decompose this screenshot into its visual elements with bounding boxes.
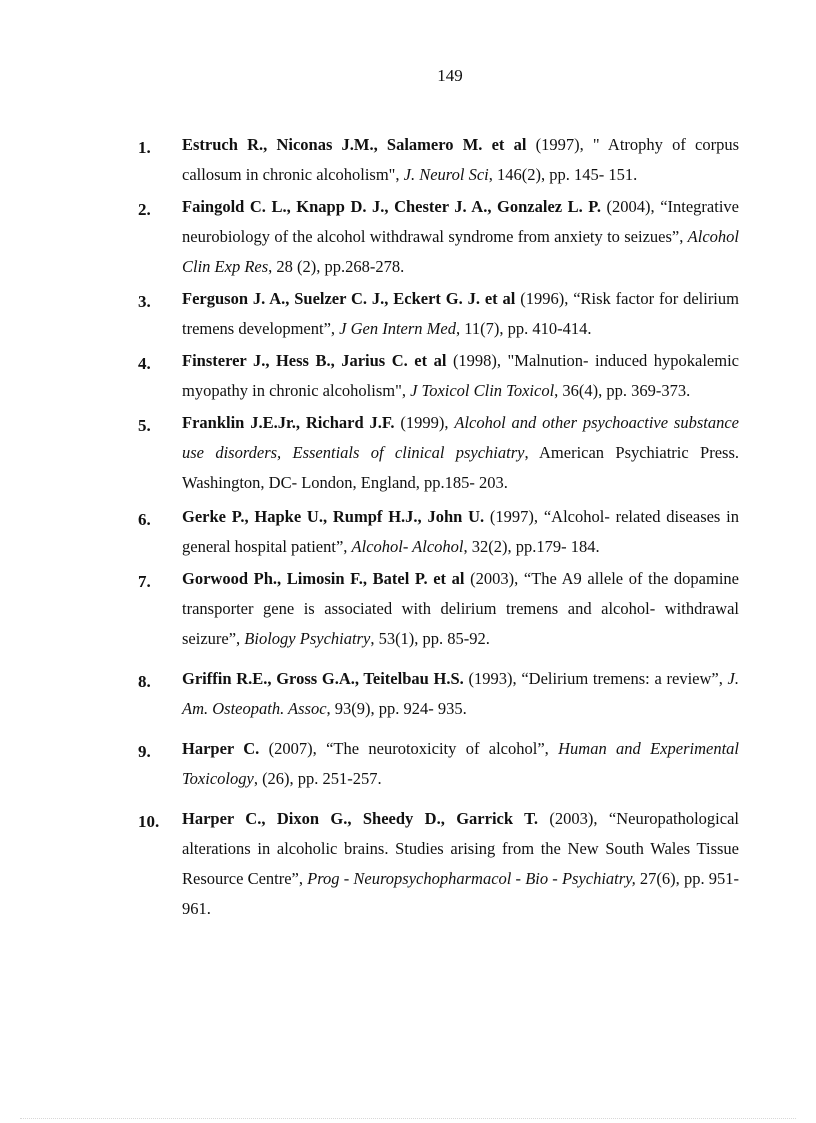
reference-detail: (2007), “The neurotoxicity of alcohol”, [259, 739, 559, 758]
reference-number: 2. [138, 200, 151, 219]
reference-source: Alcohol Clin Exp Res [182, 227, 739, 276]
reference-detail: , 53(1), pp. 85-92. [370, 629, 490, 648]
reference-detail: (1996), “Risk factor for delirium tremens development”, [182, 289, 739, 338]
reference-authors: Harper C., Dixon G., Sheedy D., Garrick T. [182, 809, 539, 828]
reference-detail: (2003), “The A9 allele of the dopamine transporter gene is associated with delirium tremens and alcohol- withdrawal seizure”, [182, 569, 739, 648]
reference-detail: , (26), pp. 251-257. [253, 769, 382, 788]
reference-source: Alcohol- Alcohol [351, 537, 464, 556]
reference-detail: (1993), “Delirium tremens: a review”, [463, 669, 728, 688]
reference-source: Prog - Neuropsychopharmacol - Bio - Psychiatry, [307, 869, 636, 888]
reference-source: J. Am. Osteopath. Assoc [182, 669, 739, 718]
reference-number: 6. [138, 510, 151, 529]
reference-number: 3. [138, 292, 151, 311]
reference-item [0, 346, 816, 406]
reference-authors: Finsterer J., Hess B., Jarius C. et al [182, 351, 447, 370]
reference-number: 8. [138, 672, 151, 691]
reference-source: Human and Experimental Toxicology [182, 739, 739, 788]
reference-item [0, 284, 816, 344]
reference-authors: Franklin J.E.Jr., Richard J.F. [182, 413, 395, 432]
reference-text [182, 734, 739, 794]
reference-detail: , 11(7), pp. 410-414. [456, 319, 592, 338]
reference-authors: Faingold C. L., Knapp D. J., Chester J. A., Gonzalez L. P. [182, 197, 601, 216]
reference-number: 5. [138, 416, 151, 435]
reference-item [0, 564, 816, 654]
reference-text [182, 284, 739, 344]
reference-number: 4. [138, 354, 151, 373]
reference-detail: (2004), “Integrative neurobiology of the alcohol withdrawal syndrome from anxiety to seizues”, [182, 197, 739, 246]
reference-authors: Estruch R., Niconas J.M., Salamero M. et al [182, 135, 527, 154]
footer-divider [20, 1118, 796, 1119]
reference-item [0, 130, 816, 190]
reference-authors: Gerke P., Hapke U., Rumpf H.J., John U. [182, 507, 485, 526]
reference-detail: , American Psychiatric Press. Washington, DC- London, England, pp.185- 203. [182, 443, 739, 492]
reference-text [182, 130, 739, 190]
reference-text [182, 804, 739, 924]
reference-text [182, 346, 739, 406]
reference-number: 10. [138, 812, 160, 831]
reference-detail: (1999), [394, 413, 455, 432]
reference-detail: (2003), “Neuropathological alterations in alcoholic brains. Studies arising from the New South Wales Tissue Resource Centre”, [182, 809, 739, 888]
reference-text [182, 564, 739, 654]
reference-source: Biology Psychiatry [244, 629, 371, 648]
reference-number: 7. [138, 572, 151, 591]
reference-detail: , 32(2), pp.179- 184. [463, 537, 600, 556]
reference-detail: , 146(2), pp. 145- 151. [488, 165, 638, 184]
reference-authors: Harper C. [182, 739, 260, 758]
reference-text [182, 502, 739, 562]
reference-detail: , 36(4), pp. 369-373. [554, 381, 691, 400]
reference-detail: (1997), " Atrophy of corpus callosum in chronic alcoholism", [182, 135, 739, 184]
reference-authors: Gorwood Ph., Limosin F., Batel P. et al [182, 569, 465, 588]
reference-source: J Gen Intern Med [339, 319, 456, 338]
reference-item [0, 502, 816, 562]
reference-list [0, 130, 816, 924]
reference-text [182, 664, 739, 724]
reference-authors: Ferguson J. A., Suelzer C. J., Eckert G. J. et al [182, 289, 516, 308]
reference-source: J. Neurol Sci [403, 165, 489, 184]
reference-detail: (1997), “Alcohol- related diseases in general hospital patient”, [182, 507, 739, 556]
reference-text [182, 192, 739, 282]
reference-source: J Toxicol Clin Toxicol [410, 381, 555, 400]
reference-item [0, 192, 816, 282]
reference-number: 1. [138, 138, 151, 157]
reference-detail: 27(6), pp. 951-961. [182, 869, 739, 918]
reference-item [0, 408, 816, 498]
reference-source: Alcohol and other psychoactive substance use disorders, Essentials of clinical psychiatry [182, 413, 739, 462]
reference-number: 9. [138, 742, 151, 761]
page-number: 149 [437, 66, 463, 85]
reference-authors: Griffin R.E., Gross G.A., Teitelbau H.S. [182, 669, 464, 688]
reference-item [0, 804, 816, 924]
reference-item [0, 734, 816, 794]
reference-item [0, 664, 816, 724]
reference-detail: , 93(9), pp. 924- 935. [326, 699, 467, 718]
reference-detail: , 28 (2), pp.268-278. [268, 257, 405, 276]
reference-text [182, 408, 739, 498]
reference-detail: (1998), "Malnution- induced hypokalemic myopathy in chronic alcoholism", [182, 351, 739, 400]
